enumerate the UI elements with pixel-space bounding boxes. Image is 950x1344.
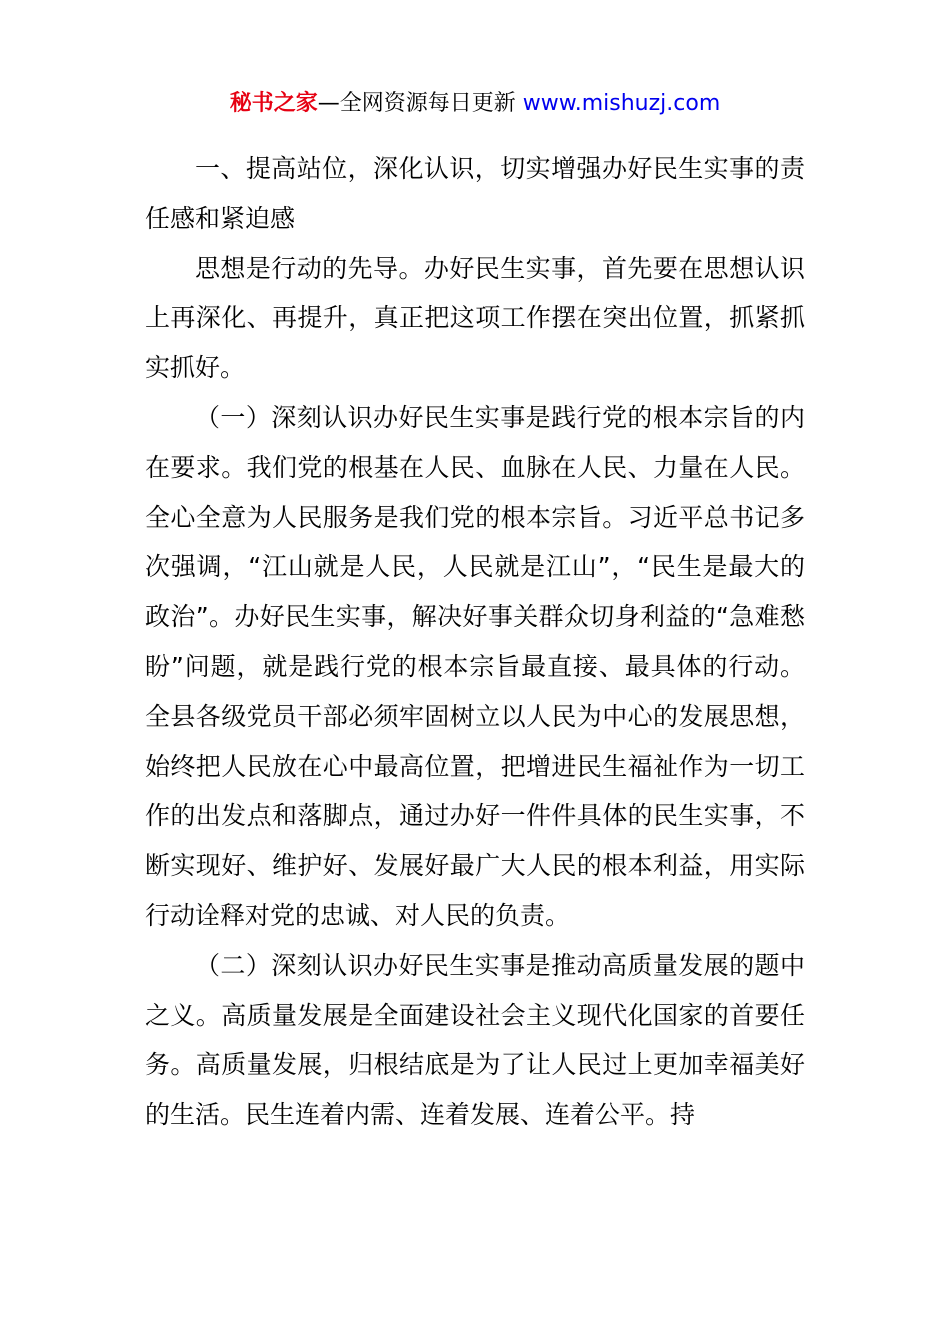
site-url-link[interactable]: www.mishuzj.com — [522, 91, 721, 116]
site-brand: 秘书之家 — [229, 91, 318, 116]
subsection-one-paragraph: （一）深刻认识办好民生实事是践行党的根本宗旨的内在要求。我们党的根基在人民、血脉在人民、力量在人民。全心全意为人民服务是我们党的根本宗旨。习近平总书记多次强调，“江山就是人民，人民就是江山”，“民生是最大的政治”。办好民生实事，解决好事关群众切身利益的“急难愁盼”问题，就是践行党的根本宗旨最直接、最具体的行动。全县各级党员干部必须牢固树立以人民为中心的发展思想，始终把人民放在心中最高位置，把增进民生福祉作为一切工作的出发点和落脚点，通过办好一件件具体的民生实事，不断实现好、维护好、发展好最广大人民的根本利益，用实际行动诠释对党的忠诚、对人民的负责。 — [145, 402, 805, 930]
section-heading: 一、提高站位，深化认识，切实增强办好民生实事的责任感和紧迫感 — [145, 154, 805, 233]
intro-paragraph: 思想是行动的先导。办好民生实事，首先要在思想认识上再深化、再提升，真正把这项工作摆在突出位置，抓紧抓实抓好。 — [145, 253, 805, 383]
document-body — [145, 144, 805, 1140]
subsection-two-paragraph: （二）深刻认识办好民生实事是推动高质量发展的题中之义。高质量发展是全面建设社会主义现代化国家的首要任务。高质量发展，归根结底是为了让人民过上更加幸福美好的生活。民生连着内需、连着发展、连着公平。持 — [145, 950, 805, 1130]
site-tagline: —全网资源每日更新 — [317, 91, 523, 116]
site-header — [0, 86, 950, 122]
